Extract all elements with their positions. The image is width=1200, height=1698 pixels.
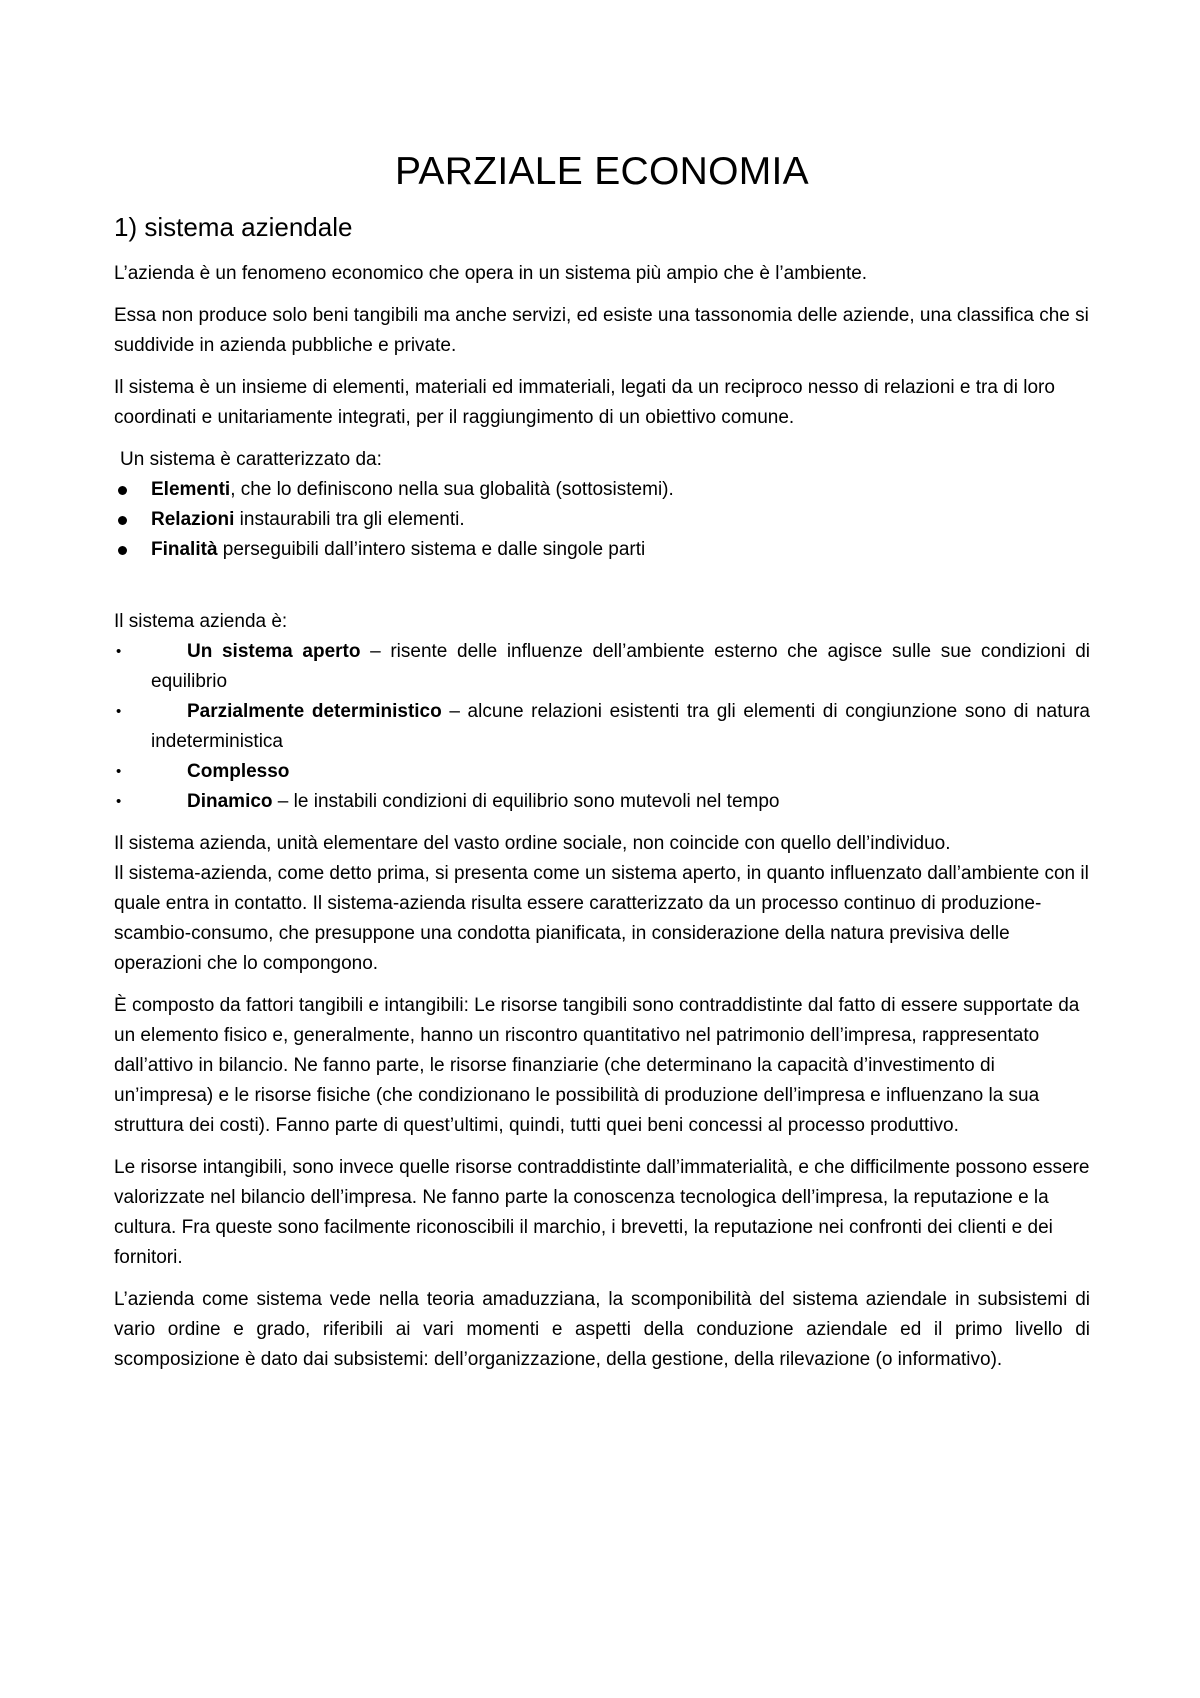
list-item	[114, 757, 1090, 787]
list-item-term: Complesso	[187, 761, 290, 782]
list-item-text: instaurabili tra gli elementi.	[234, 509, 465, 530]
paragraph-sistema-aperto: Il sistema-azienda, come detto prima, si presenta come un sistema aperto, in quanto influenzato dall’ambiente con il quale entra in contatto. Il sistema-azienda risulta essere caratterizzato da un processo continuo di produzione-scambio-consumo, che presuppone una condotta pianificata, in considerazione della natura previsiva delle operazioni che lo compongono.	[114, 863, 1089, 974]
document-page	[114, 150, 1090, 1387]
paragraph-risorse-intangibili: Le risorse intangibili, sono invece quelle risorse contraddistinte dall’immaterialità, e che difficilmente possono essere valorizzate nel bilancio dell’impresa. Ne fanno parte la conoscenza tecnologica dell’impresa, la reputazione e la cultura. Fra queste sono facilmente riconoscibili il marchio, i brevetti, la reputazione nei confronti dei clienti e dei fornitori.	[114, 1157, 1090, 1268]
list-item-text: – le instabili condizioni di equilibrio sono mutevoli nel tempo	[272, 791, 780, 812]
list-item	[114, 637, 1090, 697]
paragraph-teoria-amaduzziana: L’azienda come sistema vede nella teoria amaduzziana, la scomponibilità del sistema aziendale in subsistemi di vario ordine e grado, riferibili ai vari momenti e aspetti della conduzione aziendale ed il primo livello di scomposizione è dato dai subsistemi: dell’organizzazione, della gestione, della rilevazione (o informativo).	[114, 1289, 1090, 1370]
list-item-term: Elementi	[151, 479, 231, 500]
list-item-term: Parzialmente deterministico	[187, 701, 442, 722]
list-item	[114, 505, 1090, 535]
list-item-text: perseguibili dall’intero sistema e dalle singole parti	[217, 539, 646, 560]
list-item	[114, 475, 1090, 505]
list-item-term: Finalità	[151, 539, 218, 560]
list-caratteristiche	[114, 475, 1090, 565]
paragraph-fattori-tangibili: È composto da fattori tangibili e intangibili: Le risorse tangibili sono contraddistinte dal fatto di essere supportate da un elemento fisico e, generalmente, hanno un riscontro quantitativo nel patrimonio dell’impresa, rappresentato dall’attivo in bilancio. Ne fanno parte, le risorse finanziarie (che determinano la capacità d’investimento di un’impresa) e le risorse fisiche (che condizionano le possibilità di produzione dell’impresa e influenzano la sua struttura dei costi). Fanno parte di quest’ultimi, quindi, tutti quei beni concessi al processo produttivo.	[114, 995, 1080, 1136]
list-item	[114, 535, 1090, 565]
list-sistema-azienda	[114, 637, 1090, 817]
list-item	[114, 697, 1090, 757]
section-heading: 1) sistema aziendale	[114, 212, 353, 242]
paragraph-unita-elementare: Il sistema azienda, unità elementare del vasto ordine sociale, non coincide con quello dell’individuo.	[114, 833, 951, 854]
document-title: PARZIALE ECONOMIA	[395, 150, 809, 193]
paragraph-beni: Essa non produce solo beni tangibili ma anche servizi, ed esiste una tassonomia delle aziende, una classifica che si suddivide in azienda pubbliche e private.	[114, 305, 1089, 356]
paragraph-azienda: L’azienda è un fenomeno economico che opera in un sistema più ampio che è l’ambiente.	[114, 263, 868, 284]
list-intro-caratteristiche: Un sistema è caratterizzato da:	[120, 449, 382, 470]
list-item-text: – risente delle influenze dell’ambiente esterno che agisce sulle sue condizioni di equilibrio	[151, 641, 1090, 692]
list-intro-sistema-azienda: Il sistema azienda è:	[114, 611, 288, 632]
paragraph-sistema-definizione: Il sistema è un insieme di elementi, materiali ed immateriali, legati da un reciproco nesso di relazioni e tra di loro coordinati e unitariamente integrati, per il raggiungimento di un obiettivo comune.	[114, 377, 1055, 428]
list-item-term: Relazioni	[151, 509, 235, 530]
spacer	[114, 577, 1090, 607]
list-item-term: Dinamico	[187, 791, 273, 812]
list-item	[114, 787, 1090, 817]
list-item-text: – alcune relazioni esistenti tra gli elementi di congiunzione sono di natura indeterministica	[151, 701, 1090, 752]
list-item-text: , che lo definiscono nella sua globalità (sottosistemi).	[230, 479, 674, 500]
list-item-term: Un sistema aperto	[187, 641, 361, 662]
